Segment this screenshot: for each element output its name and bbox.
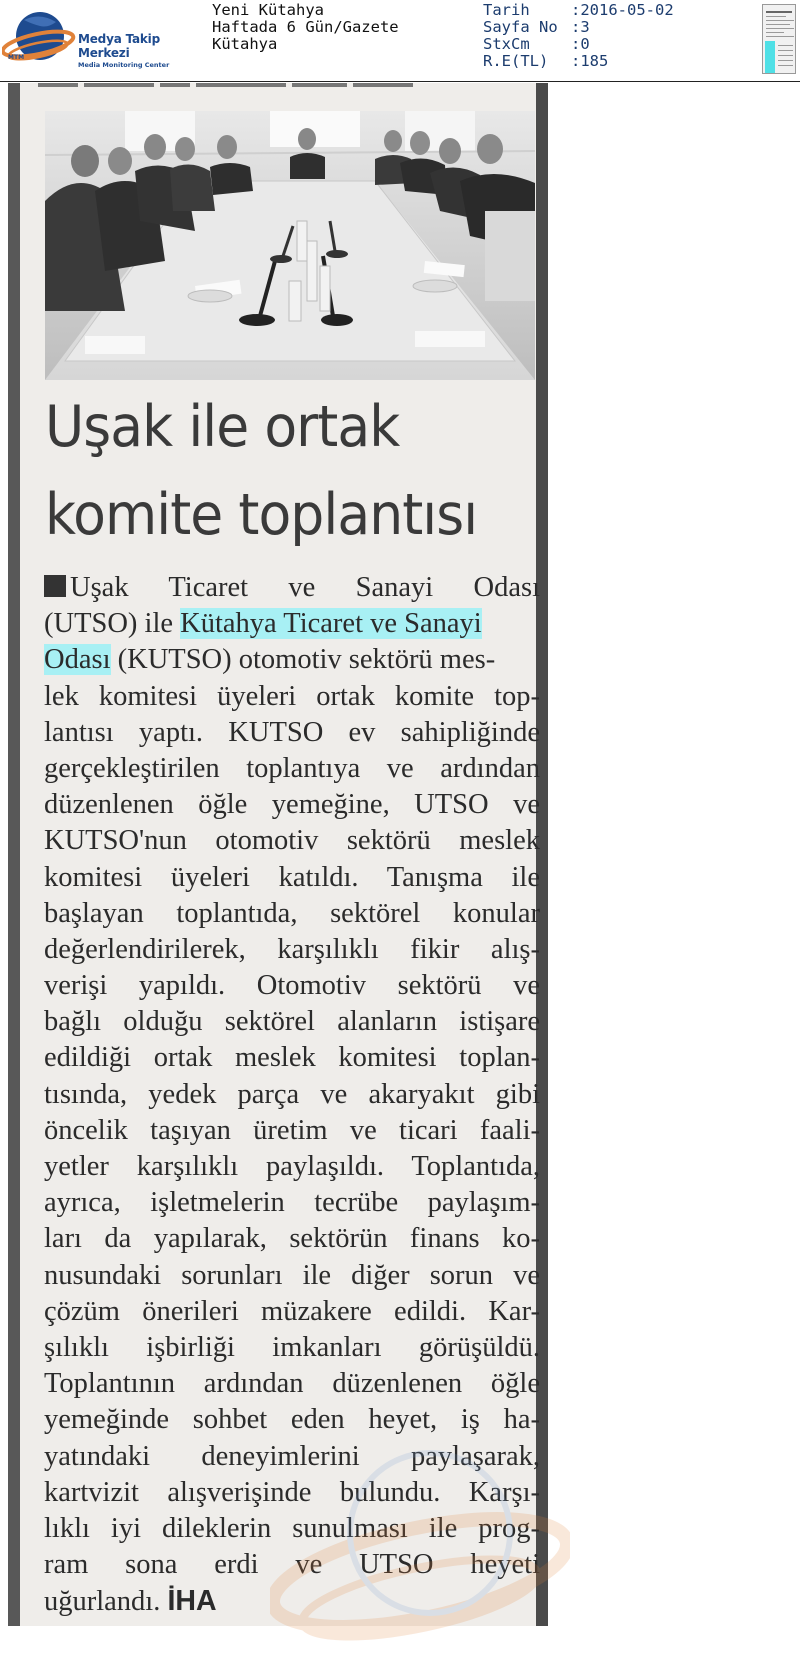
logo-text <box>78 32 207 69</box>
body-text: Uşak Ticaret ve Sanayi Odası <box>70 572 540 603</box>
logo-title: Medya Takip Merkezi <box>78 32 160 60</box>
body-line: nusundaki sorunları ile diğer sorun ve <box>44 1259 540 1291</box>
body-line: yetler karşılıklı paylaşıldı. Toplantıda, <box>44 1151 540 1182</box>
body-line <box>44 606 540 642</box>
body-line: ayrıca, işletmelerin tecrübe paylaşım- <box>44 1187 540 1219</box>
publication-frequency: Haftada 6 Gün/Gazete <box>212 18 399 36</box>
body-line: kartvizit alışverişinde bulundu. Karşı- <box>44 1476 540 1508</box>
body-line: yemeğinde sohbet eden heyet, iş ha- <box>44 1404 540 1436</box>
newspaper-clipping <box>8 83 548 1626</box>
body-line: KUTSO'nun otomotiv sektörü meslek <box>44 825 540 857</box>
body-line: lek komitesi üyeleri ortak komite top- <box>44 680 540 712</box>
meta-key: R.E(TL) <box>483 52 549 70</box>
body-text: (UTSO) ile <box>44 608 181 640</box>
body-text: (KUTSO) otomotiv sektörü mes- <box>110 644 496 676</box>
body-line: şılıklı işbirliği imkanları görüşüldü. <box>44 1331 540 1363</box>
body-line: edildiği ortak meslek komitesi toplan- <box>44 1042 540 1074</box>
meta-value: :2016-05-02 <box>571 1 674 19</box>
body-line: başlayan toplantıda, sektörel konular <box>44 897 540 929</box>
headline-line: Uşak ile ortak <box>45 394 400 460</box>
meta-row-date <box>483 2 674 19</box>
body-line: verişi yapıldı. Otomotiv sektörü ve <box>44 970 540 1002</box>
body-line: düzenlenen öğle yemeğine, UTSO ve <box>44 789 540 821</box>
body-line: lıklı iyi dileklerin sunulması ile prog- <box>44 1512 540 1544</box>
meta-value: :0 <box>571 35 590 53</box>
body-line: öncelik taşıyan üretim ve ticari faali- <box>44 1114 540 1146</box>
body-line <box>44 642 540 678</box>
publication-info <box>212 2 399 53</box>
meta-value: :3 <box>571 18 590 36</box>
body-line: ram sona erdi ve UTSO heyeti <box>44 1549 540 1581</box>
meta-key: StxCm <box>483 35 530 53</box>
body-line: yatındaki deneyimlerini paylaşarak, <box>44 1440 540 1472</box>
body-line <box>44 570 540 606</box>
highlighted-keyword: Odası <box>44 644 111 676</box>
watermark-logo-icon <box>270 1423 570 1673</box>
highlighted-keyword: Kütahya Ticaret ve Sanayi <box>180 608 482 640</box>
body-text: uğurlandı. <box>44 1586 168 1618</box>
monitoring-header <box>0 0 800 82</box>
meta-row-stxcm <box>483 36 674 53</box>
headline-line: komite toplantısı <box>45 482 478 548</box>
body-line: ları da yapılarak, sektörün finans ko- <box>44 1223 540 1255</box>
meta-row-ad-value <box>483 53 674 70</box>
meta-key: Sayfa No <box>483 18 558 36</box>
meta-row-page <box>483 19 674 36</box>
body-line: bağlı olduğu sektörel alanların istişare <box>44 1006 540 1038</box>
logo-badge: MTM <box>8 54 25 61</box>
publication-city: Kütahya <box>212 35 278 53</box>
body-line: lantısı yaptı. KUTSO ev sahipliğinde <box>44 716 540 748</box>
body-line: tısında, yedek parça ve akaryakıt gibi <box>44 1078 540 1110</box>
cut-off-text-strip <box>38 83 438 89</box>
mtm-logo <box>2 6 207 68</box>
body-line: komitesi üyeleri katıldı. Tanışma ile <box>44 861 540 893</box>
body-line: değerlendirilerek, karşılıklı fikir alış- <box>44 933 540 965</box>
body-line: çözüm önerileri müzakere edildi. Kar- <box>44 1295 540 1327</box>
agency-signature: İHA <box>167 1585 217 1618</box>
publication-name: Yeni Kütahya <box>212 1 324 19</box>
logo-subtitle: Media Monitoring Center <box>78 61 170 69</box>
body-line: gerçekleştirilen toplantıya ve ardından <box>44 752 540 784</box>
clipping-meta <box>483 2 674 70</box>
thumbnail-highlight <box>765 41 775 73</box>
meeting-photo <box>45 111 535 380</box>
body-line: Toplantının ardından düzenlenen öğle <box>44 1368 540 1400</box>
page-thumbnail[interactable] <box>762 4 796 74</box>
meta-key: Tarih <box>483 1 530 19</box>
article-headline <box>45 383 515 559</box>
lead-square-icon <box>44 575 66 597</box>
meta-value: :185 <box>571 52 609 70</box>
